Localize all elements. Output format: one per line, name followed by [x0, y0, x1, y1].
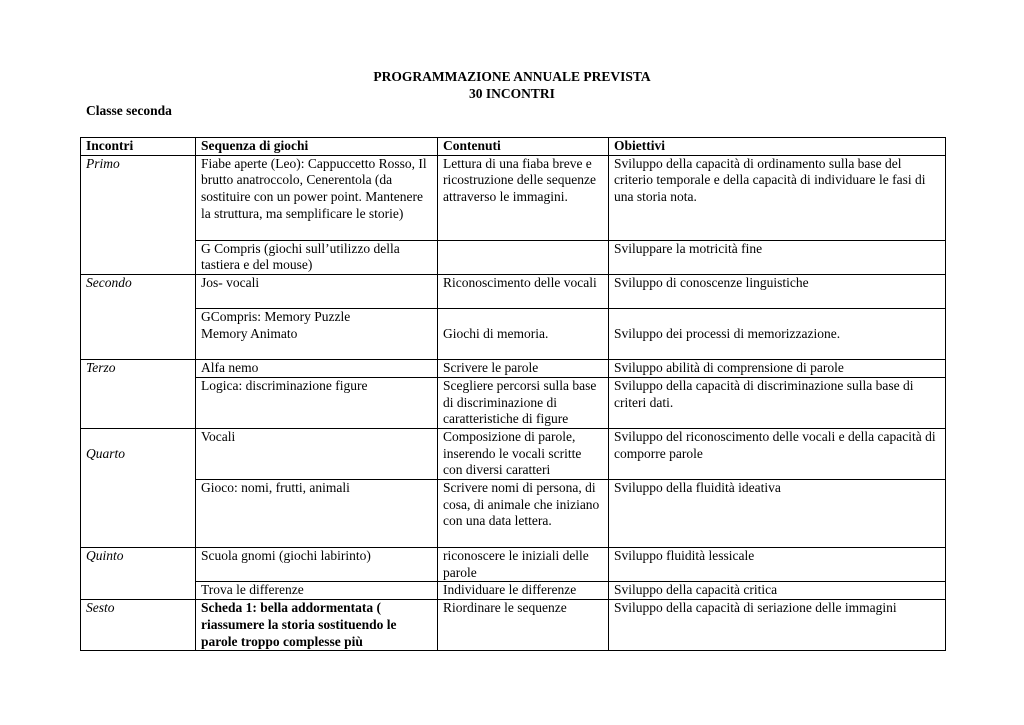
cell-obiettivi: Sviluppo dei processi di memorizzazione. — [609, 309, 946, 360]
cell-incontro — [81, 240, 196, 274]
cell-obiettivi: Sviluppo fluidità lessicale — [609, 548, 946, 582]
document-subtitle: Classe seconda — [86, 103, 172, 118]
cell-incontro: Quarto — [81, 428, 196, 479]
cell-contenuti: Giochi di memoria. — [438, 309, 609, 360]
cell-obiettivi: Sviluppo abilità di comprensione di parole — [609, 360, 946, 378]
cell-incontro: Sesto — [81, 600, 196, 651]
cell-sequenza: GCompris: Memory Puzzle Memory Animato — [196, 309, 438, 360]
cell-contenuti: Riordinare le sequenze — [438, 600, 609, 651]
cell-contenuti — [438, 240, 609, 274]
cell-sequenza: Jos- vocali — [196, 275, 438, 309]
cell-incontro: Terzo — [81, 360, 196, 378]
document-title-line2: 30 INCONTRI — [469, 86, 555, 101]
cell-incontro — [81, 480, 196, 548]
cell-sequenza: Vocali — [196, 428, 438, 479]
document-title-line1: PROGRAMMAZIONE ANNUALE PREVISTA — [373, 69, 651, 84]
header-obiettivi: Obiettivi — [609, 138, 946, 156]
cell-incontro — [81, 309, 196, 360]
cell-sequenza: Alfa nemo — [196, 360, 438, 378]
cell-contenuti: Scrivere nomi di persona, di cosa, di animale che iniziano con una data lettera. — [438, 480, 609, 548]
table-row — [81, 275, 946, 309]
cell-contenuti: Lettura di una fiaba breve e ricostruzione delle sequenze attraverso le immagini. — [438, 155, 609, 240]
header-incontri: Incontri — [81, 138, 196, 156]
cell-sequenza: G Compris (giochi sull’utilizzo della tastiera e del mouse) — [196, 240, 438, 274]
cell-contenuti: riconoscere le iniziali delle parole — [438, 548, 609, 582]
table-header-row — [81, 138, 946, 156]
cell-obiettivi: Sviluppo di conoscenze linguistiche — [609, 275, 946, 309]
cell-incontro — [81, 377, 196, 428]
cell-contenuti: Scegliere percorsi sulla base di discriminazione di caratteristiche di figure — [438, 377, 609, 428]
table-row — [81, 309, 946, 360]
cell-contenuti: Scrivere le parole — [438, 360, 609, 378]
table-row — [81, 360, 946, 378]
table-row — [81, 377, 946, 428]
cell-contenuti: Composizione di parole, inserendo le vocali scritte con diversi caratteri — [438, 428, 609, 479]
cell-sequenza: Scuola gnomi (giochi labirinto) — [196, 548, 438, 582]
cell-incontro: Primo — [81, 155, 196, 240]
cell-obiettivi: Sviluppare la motricità fine — [609, 240, 946, 274]
table-row — [81, 428, 946, 479]
cell-sequenza: Trova le differenze — [196, 582, 438, 600]
cell-sequenza: Fiabe aperte (Leo): Cappuccetto Rosso, Il brutto anatroccolo, Cenerentola (da sostituire con un power point. Mantenere la struttura, ma semplificare le storie) — [196, 155, 438, 240]
cell-sequenza: Scheda 1: bella addormentata ( riassumere la storia sostituendo le parole troppo complesse più — [196, 600, 438, 651]
cell-obiettivi: Sviluppo della fluidità ideativa — [609, 480, 946, 548]
cell-obiettivi: Sviluppo del riconoscimento delle vocali e della capacità di comporre parole — [609, 428, 946, 479]
header-sequenza: Sequenza di giochi — [196, 138, 438, 156]
cell-sequenza: Logica: discriminazione figure — [196, 377, 438, 428]
table-row — [81, 582, 946, 600]
table-row — [81, 548, 946, 582]
cell-incontro — [81, 582, 196, 600]
header-contenuti: Contenuti — [438, 138, 609, 156]
cell-obiettivi: Sviluppo della capacità critica — [609, 582, 946, 600]
table-row — [81, 600, 946, 651]
cell-contenuti: Individuare le differenze — [438, 582, 609, 600]
cell-incontro: Secondo — [81, 275, 196, 309]
table-row — [81, 240, 946, 274]
cell-obiettivi: Sviluppo della capacità di seriazione delle immagini — [609, 600, 946, 651]
cell-incontro: Quinto — [81, 548, 196, 582]
program-table — [80, 137, 946, 651]
cell-sequenza: Gioco: nomi, frutti, animali — [196, 480, 438, 548]
cell-contenuti: Riconoscimento delle vocali — [438, 275, 609, 309]
cell-obiettivi: Sviluppo della capacità di discriminazione sulla base di criteri dati. — [609, 377, 946, 428]
cell-obiettivi: Sviluppo della capacità di ordinamento sulla base del criterio temporale e della capacità di individuare le fasi di una storia nota. — [609, 155, 946, 240]
table-row — [81, 155, 946, 240]
table-row — [81, 480, 946, 548]
